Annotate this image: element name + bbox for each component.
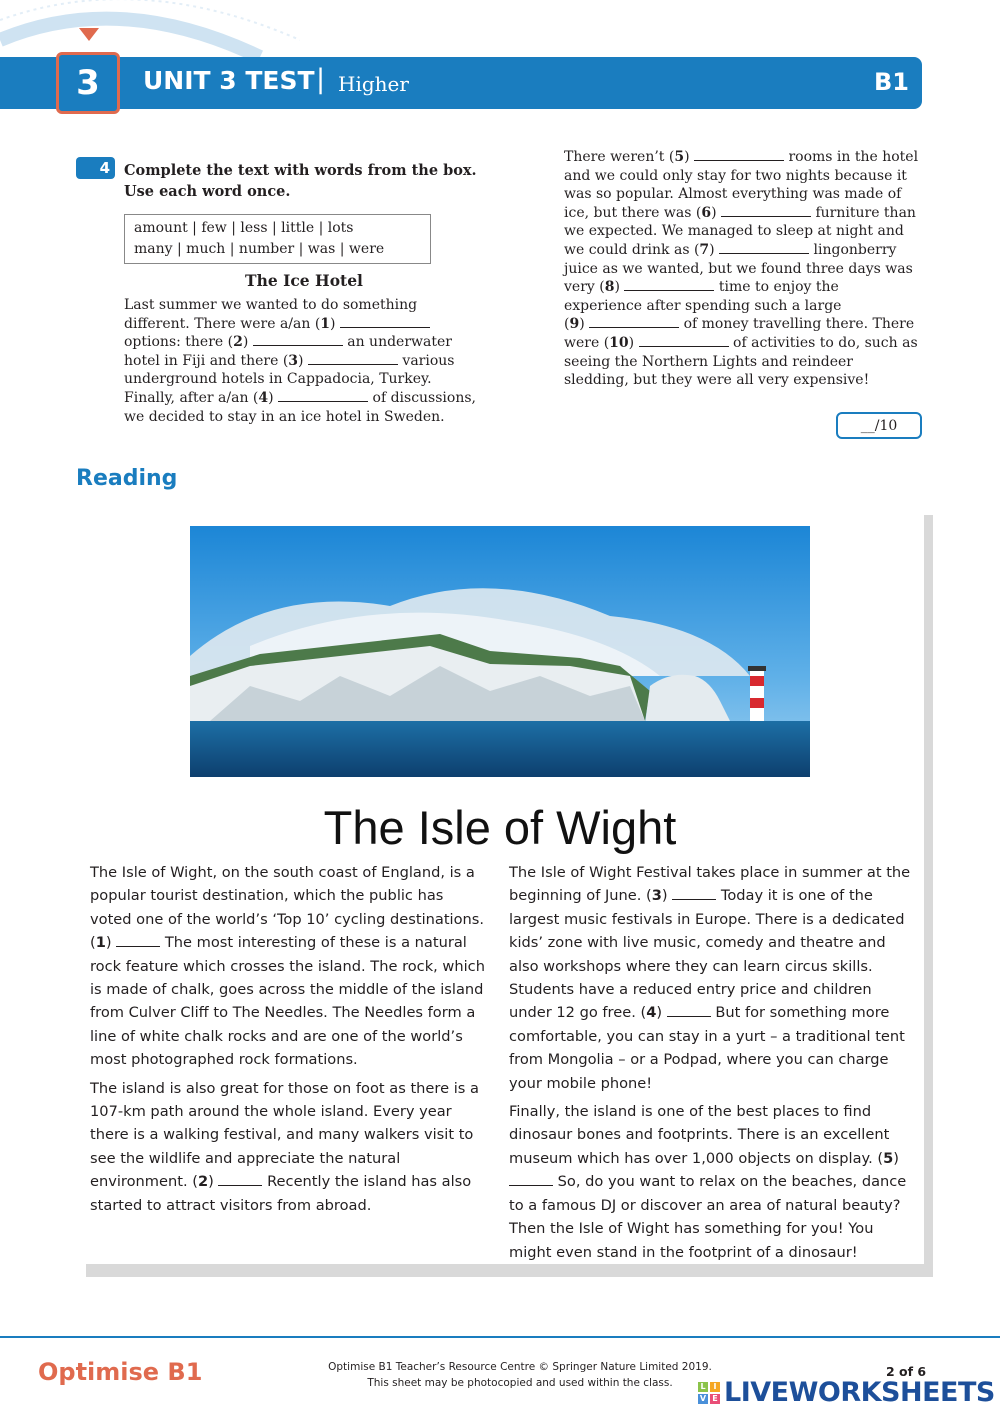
page-number: 2 of 6	[886, 1364, 927, 1379]
text-line: Last summer we wanted to do something	[124, 297, 418, 313]
ice-hotel-text-left	[124, 296, 494, 426]
text-line: Finally, after a/an (4) of discussions,	[124, 389, 476, 406]
text-line: sledding, but they were all very expensive!	[564, 372, 870, 389]
score-box[interactable]: __/10	[836, 412, 922, 439]
panel-shadow-right	[924, 515, 933, 1277]
unit-number: 3	[76, 63, 100, 103]
footer-copyright: Optimise B1 Teacher’s Resource Centre © Springer Nature Limited 2019. This sheet may be photocopied and used within the class.	[328, 1361, 712, 1389]
word-box-line-1: amount | few | less | little | lots	[134, 220, 354, 236]
gap-4-blank[interactable]	[278, 389, 368, 402]
footer-divider	[0, 1336, 1000, 1338]
text-line: hotel in Fiji and there (3) various	[124, 352, 455, 369]
gap-9-blank[interactable]	[589, 315, 679, 328]
unit-title: UNIT 3 TEST	[143, 66, 315, 95]
cefr-level: B1	[874, 68, 909, 96]
unit-marker-triangle	[79, 28, 99, 41]
article-paragraph: The Isle of Wight, on the south coast of England, is a popular tourist destination, which the public has voted one of the world’s ‘Top 10’ cycling destinations. (1) The most interesting of these is a natural rock feature which crosses the island. The rock, which is made of chalk, goes across the middle of the island from Culver Cliff to The Needles. The Needles form a line of white chalk rocks and are one of the world’s most photographed rock formations.	[90, 864, 485, 1069]
gap-1-blank[interactable]	[340, 315, 430, 328]
text-line: ice, but there was (6) furniture than	[564, 204, 916, 221]
text-line: we could drink as (7) lingonberry	[564, 241, 897, 258]
text-line: seeing the Northern Lights and reindeer	[564, 353, 853, 370]
liveworksheets-logo[interactable]	[698, 1377, 995, 1408]
gap-7-blank[interactable]	[719, 241, 809, 254]
article-title: The Isle of Wight	[323, 801, 677, 854]
word-box-line-2: many | much | number | was | were	[134, 241, 385, 257]
unit-level: Higher	[338, 72, 409, 96]
article-paragraph: Finally, the island is one of the best places to find dinosaur bones and footprints. There is an excellent museum which has over 1,000 objects on display. (5) So, do you want to relax on the beaches, dance to a famous DJ or discover an area of natural beauty? Then the Isle of Wight has something for you! You might even stand in the footprint of a dinosaur!	[509, 1103, 907, 1261]
ice-hotel-title: The Ice Hotel	[245, 271, 363, 290]
ice-hotel-text-right	[564, 148, 934, 390]
gap-6-blank[interactable]	[721, 204, 811, 217]
reading-gap-3[interactable]	[672, 888, 716, 900]
gap-3-blank[interactable]	[308, 352, 398, 365]
text-line: There weren’t (5) rooms in the hotel	[564, 149, 919, 165]
footer-brand: Optimise B1	[38, 1358, 203, 1386]
article-paragraph: The island is also great for those on foot as there is a 107-km path around the whole island. Every year there is a walking festival, and many walkers visit to see the wildlife and appreciate the natural environment. (2) Recently the island has also started to attract visitors from abroad.	[90, 1079, 479, 1214]
text-line: and we could only stay for two nights because it	[564, 167, 907, 184]
text-line: very (8) time to enjoy the	[564, 279, 839, 296]
text-line: different. There were a/an (1)	[124, 315, 494, 334]
word-box	[124, 214, 431, 264]
text-line: we expected. We managed to sleep at night and	[564, 223, 904, 240]
exercise-instruction: Complete the text with words from the box. Use each word once.	[124, 162, 477, 200]
gap-8-blank[interactable]	[624, 278, 714, 291]
text-line: experience after spending such a large	[564, 297, 842, 314]
article-paragraph: The Isle of Wight Festival takes place in summer at the beginning of June. (3) Today it is one of the largest music festivals in Europe. There is a dedicated kids’ zone with live music, comedy and theatre and also workshops where they can learn circus skills. Students have a reduced entry price and children under 12 go free. (4) But for something more comfortable, you can stay in a yurt – a traditional tent from Mongolia – or a Podpad, where you can charge your mobile phone!	[509, 864, 911, 1092]
gap-2-blank[interactable]	[253, 333, 343, 346]
text-line: juice as we wanted, but we found three days was	[564, 260, 913, 277]
unit-number-badge	[56, 52, 120, 114]
reading-gap-1[interactable]	[116, 935, 160, 947]
text-line: options: there (2) an underwater	[124, 334, 452, 351]
liveworksheets-logo-text: LIVEWORKSHEETS	[724, 1377, 995, 1408]
article-column-2	[509, 861, 914, 1269]
unit-title-separator: |	[316, 64, 326, 95]
text-line: we decided to stay in an ice hotel in Sweden.	[124, 408, 445, 425]
reading-gap-2[interactable]	[218, 1174, 262, 1186]
reading-gap-4[interactable]	[667, 1005, 711, 1017]
isle-of-wight-photo	[190, 526, 810, 777]
text-line: (9) of money travelling there. There	[564, 316, 915, 333]
text-line: underground hotels in Cappadocia, Turkey.	[124, 371, 432, 388]
reading-gap-5[interactable]	[509, 1174, 553, 1186]
reading-section-title: Reading	[76, 466, 178, 491]
header-bar	[0, 57, 922, 109]
gap-5-blank[interactable]	[694, 148, 784, 161]
article-column-1	[90, 861, 485, 1222]
exercise-number-badge: 4	[76, 157, 115, 179]
text-line: was so popular. Almost everything was made of	[564, 186, 902, 203]
header-decoration	[0, 0, 300, 57]
text-line: were (10) of activities to do, such as	[564, 334, 918, 351]
gap-10-blank[interactable]	[639, 334, 729, 347]
liveworksheets-logo-icon: L I V E	[698, 1382, 720, 1404]
